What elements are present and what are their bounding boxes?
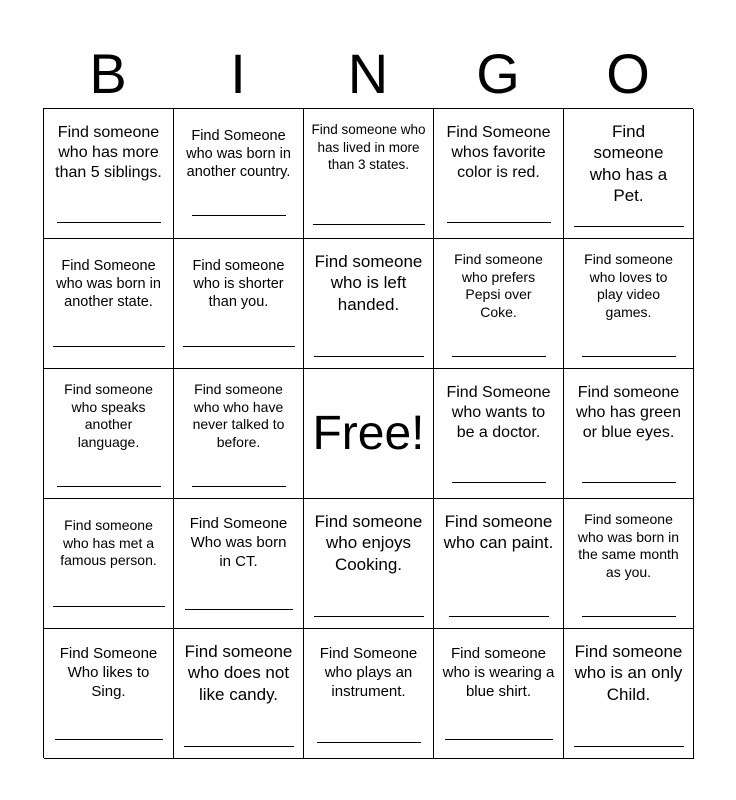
bingo-cell-r2-c0[interactable] <box>44 369 174 499</box>
bingo-cell-r1-c1[interactable] <box>174 239 304 369</box>
bingo-cell-r4-c4[interactable] <box>564 629 694 759</box>
bingo-cell-text: Find someone who has more than 5 siblings. <box>55 124 162 181</box>
bingo-cell-r2-c4[interactable] <box>564 369 694 499</box>
bingo-cell-free[interactable] <box>304 369 434 499</box>
bingo-cell-r1-c4[interactable] <box>564 239 694 369</box>
signature-line <box>313 224 425 225</box>
bingo-cell-r1-c0[interactable] <box>44 239 174 369</box>
bingo-cell-r0-c1[interactable] <box>174 109 304 239</box>
bingo-cell-r3-c1[interactable] <box>174 499 304 629</box>
signature-line <box>192 215 286 216</box>
signature-line <box>55 739 163 740</box>
bingo-cell-text: Find someone who has green or blue eyes. <box>576 384 681 441</box>
bingo-cell-text: Find someone who is an only Child. <box>574 642 683 704</box>
header-letter-g: G <box>476 42 520 105</box>
free-space-label: Free! <box>312 407 425 460</box>
bingo-cell-r3-c0[interactable] <box>44 499 174 629</box>
bingo-cell-r1-c2[interactable] <box>304 239 434 369</box>
signature-line <box>53 346 165 347</box>
bingo-cell-text: Find someone who loves to play video games. <box>584 251 673 320</box>
bingo-cell-text: Find someone who is left handed. <box>314 252 423 314</box>
signature-line <box>449 616 549 617</box>
bingo-cell-r4-c0[interactable] <box>44 629 174 759</box>
bingo-cell-r3-c3[interactable] <box>434 499 564 629</box>
signature-line <box>574 746 684 747</box>
header-letter-n: N <box>347 42 389 105</box>
bingo-cell-text: Find Someone whos favorite color is red. <box>446 124 551 181</box>
signature-line <box>57 222 161 223</box>
signature-line <box>185 609 293 610</box>
bingo-cell-text: Find someone who is shorter than you. <box>192 258 285 311</box>
bingo-cell-r3-c4[interactable] <box>564 499 694 629</box>
header-letter-b: B <box>89 42 127 105</box>
signature-line <box>192 486 286 487</box>
signature-line <box>183 346 295 347</box>
signature-line <box>53 606 165 607</box>
bingo-cell-r3-c2[interactable] <box>304 499 434 629</box>
signature-line <box>582 482 676 483</box>
header-letter-o: O <box>606 42 650 105</box>
signature-line <box>57 486 161 487</box>
bingo-cell-text: Find Someone who was born in another country. <box>186 128 291 181</box>
bingo-cell-text: Find Someone who plays an instrument. <box>319 645 418 700</box>
bingo-cell-text: Find someone who prefers Pepsi over Coke. <box>454 251 543 320</box>
bingo-cell-r0-c2[interactable] <box>304 109 434 239</box>
bingo-cell-text: Find someone who enjoys Cooking. <box>314 512 423 574</box>
bingo-cell-r0-c4[interactable] <box>564 109 694 239</box>
signature-line <box>582 616 676 617</box>
bingo-cell-text: Find Someone who was born in another state. <box>56 258 161 311</box>
bingo-cell-text: Find someone who has lived in more than 3 states. <box>311 122 426 173</box>
signature-line <box>452 356 546 357</box>
signature-line <box>574 226 684 227</box>
signature-line <box>314 356 424 357</box>
signature-line <box>447 222 551 223</box>
bingo-cell-text: Find someone who speaks another language. <box>64 381 153 450</box>
bingo-cell-r2-c1[interactable] <box>174 369 304 499</box>
bingo-cell-r4-c2[interactable] <box>304 629 434 759</box>
bingo-cell-text: Find someone who has met a famous person. <box>60 517 157 568</box>
header-letter-i: I <box>230 42 246 105</box>
bingo-cell-text: Find someone who has a Pet. <box>589 122 668 205</box>
bingo-cell-text: Find someone who can paint. <box>443 512 554 553</box>
bingo-cell-text: Find Someone who wants to be a doctor. <box>446 384 551 441</box>
bingo-grid <box>43 108 693 758</box>
signature-line <box>582 356 676 357</box>
bingo-cell-text: Find someone who does not like candy. <box>184 642 293 704</box>
bingo-cell-text: Find Someone Who likes to Sing. <box>59 645 158 700</box>
bingo-cell-r2-c3[interactable] <box>434 369 564 499</box>
bingo-header <box>43 40 693 108</box>
bingo-cell-r4-c1[interactable] <box>174 629 304 759</box>
bingo-cell-r4-c3[interactable] <box>434 629 564 759</box>
signature-line <box>445 739 553 740</box>
bingo-cell-r0-c3[interactable] <box>434 109 564 239</box>
signature-line <box>452 482 546 483</box>
bingo-cell-text: Find someone who was born in the same month as you. <box>577 511 680 580</box>
bingo-cell-text: Find Someone Who was born in CT. <box>189 515 288 570</box>
bingo-cell-r0-c0[interactable] <box>44 109 174 239</box>
signature-line <box>317 742 421 743</box>
signature-line <box>314 616 424 617</box>
bingo-cell-text: Find someone who is wearing a blue shirt. <box>442 645 555 700</box>
signature-line <box>184 746 294 747</box>
bingo-cell-r1-c3[interactable] <box>434 239 564 369</box>
bingo-cell-text: Find someone who who have never talked to before. <box>192 381 285 450</box>
